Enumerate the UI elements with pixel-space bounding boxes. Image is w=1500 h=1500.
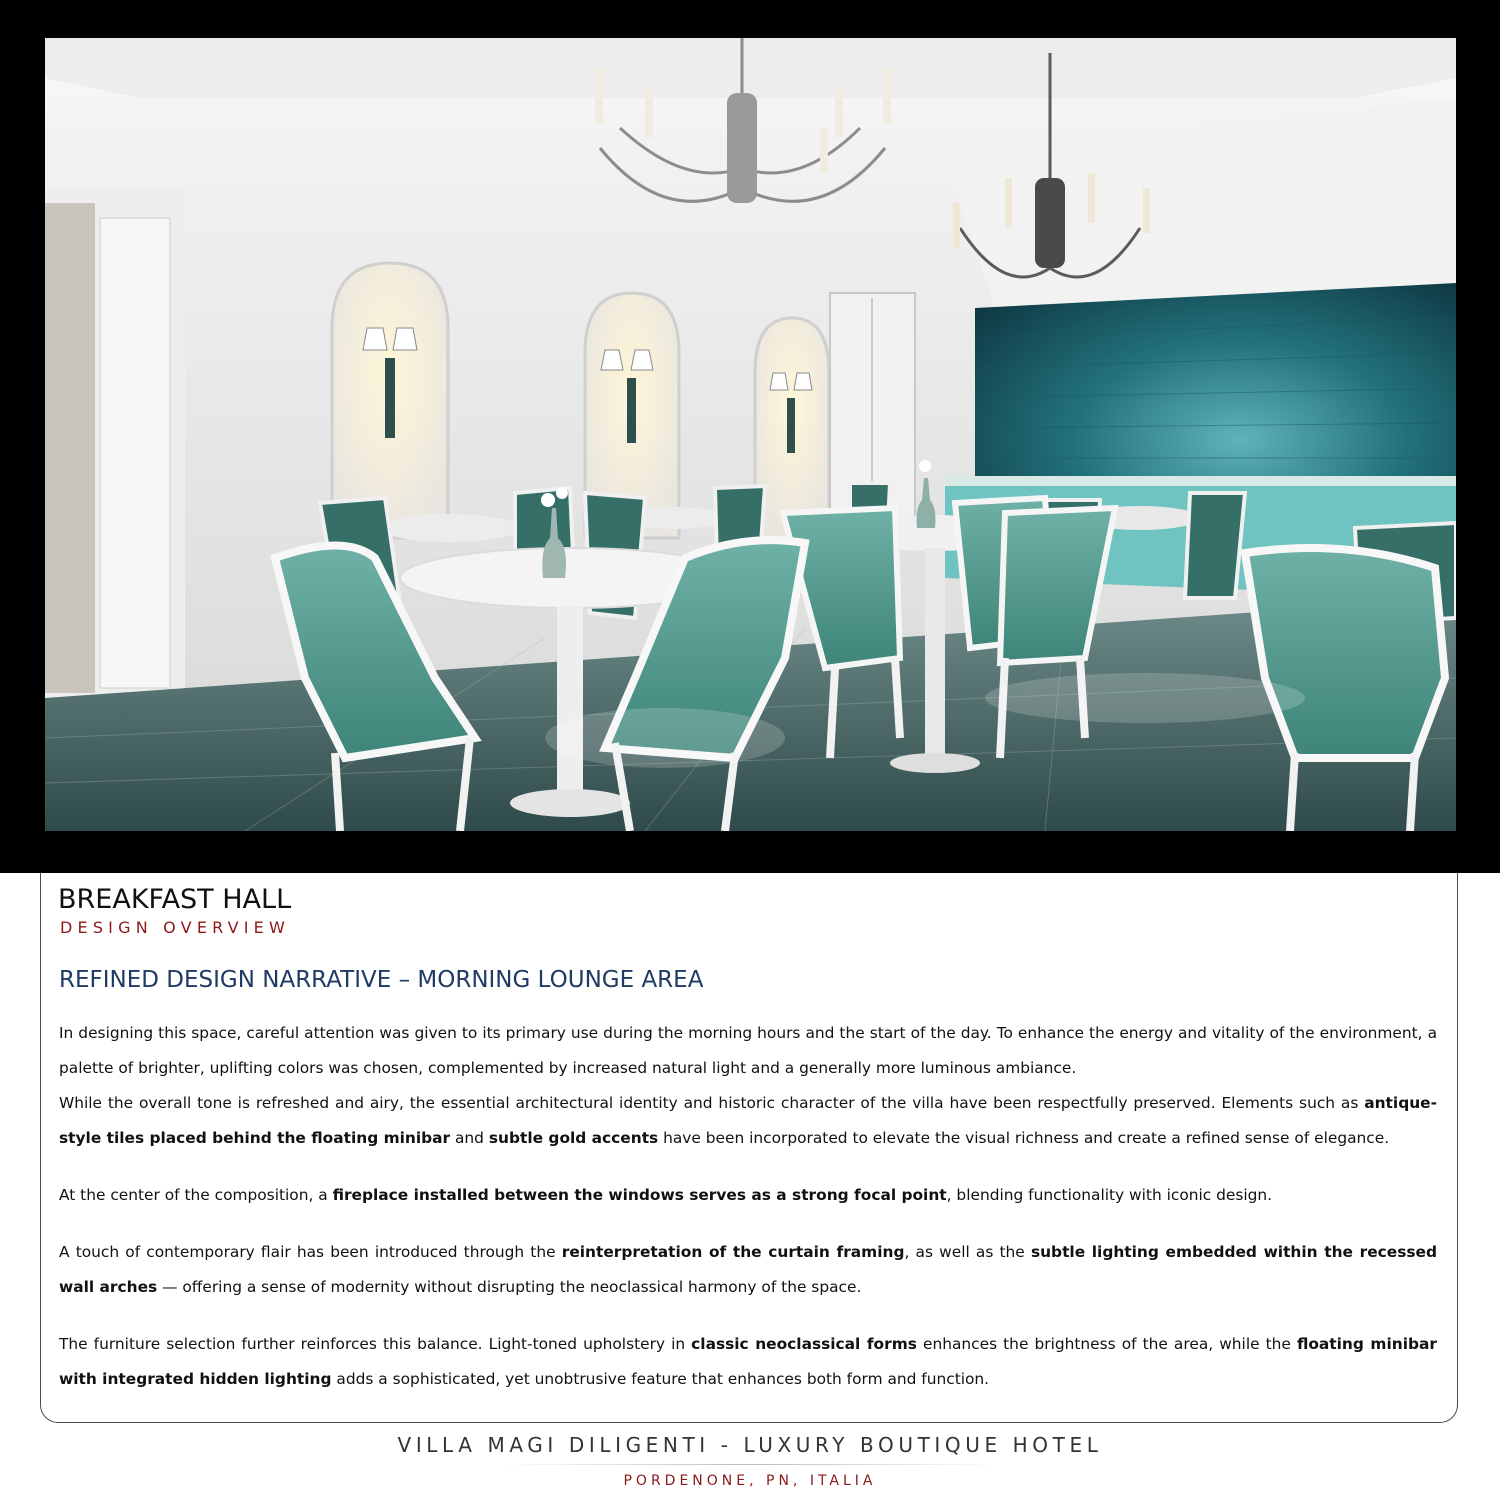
emphasis-run: subtle gold accents: [488, 1129, 659, 1147]
text-run: and: [450, 1129, 489, 1147]
page-title: BREAKFAST HALL: [58, 884, 292, 915]
paragraph-architectural-identity: [59, 1086, 1437, 1156]
design-narrative: [59, 1016, 1437, 1397]
emphasis-run: floating minibar with integrated hidden lighting: [59, 1335, 1437, 1388]
text-run: , as well as the: [904, 1243, 1031, 1261]
breakfast-hall-render: [45, 38, 1456, 831]
text-run: adds a sophisticated, yet unobtrusive feature that enhances both form and function.: [331, 1370, 990, 1388]
paragraph-furniture: [59, 1327, 1437, 1397]
emphasis-run: antique-style tiles placed behind the floating minibar: [59, 1094, 1437, 1147]
text-run: have been incorporated to elevate the visual richness and create a refined sense of elegance.: [658, 1129, 1390, 1147]
text-run: , blending functionality with iconic design.: [946, 1186, 1273, 1204]
text-run: At the center of the composition, a: [59, 1186, 333, 1204]
text-run: In designing this space, careful attention was given to its primary use during the morning hours and the start of the day. To enhance the energy and vitality of the environment, a palette of brighter, uplifting colors was chosen, complemented by increased natural light and a generally more luminous ambiance.: [59, 1024, 1437, 1077]
emphasis-run: subtle lighting embedded within the recessed wall arches: [59, 1243, 1437, 1296]
interior-illustration: [45, 38, 1456, 831]
footer-hotel-name: VILLA MAGI DILIGENTI - LUXURY BOUTIQUE HOTEL: [397, 1433, 1103, 1457]
paragraph-fireplace: [59, 1178, 1437, 1213]
section-heading: REFINED DESIGN NARRATIVE – MORNING LOUNGE AREA: [59, 967, 704, 993]
text-run: While the overall tone is refreshed and airy, the essential architectural identity and historic character of the villa have been respectfully preserved. Elements such as: [59, 1094, 1365, 1112]
footer-location: PORDENONE, PN, ITALIA: [623, 1473, 877, 1489]
footer-divider: [500, 1464, 1000, 1465]
emphasis-run: fireplace installed between the windows serves as a strong focal point: [332, 1186, 947, 1204]
text-run: The furniture selection further reinforces this balance. Light-toned upholstery in: [59, 1335, 692, 1353]
paragraph-morning-use: [59, 1016, 1437, 1086]
emphasis-run: reinterpretation of the curtain framing: [561, 1243, 905, 1261]
page-subtitle: DESIGN OVERVIEW: [60, 918, 290, 937]
text-run: enhances the brightness of the area, while the: [916, 1335, 1297, 1353]
text-run: — offering a sense of modernity without disrupting the neoclassical harmony of the space.: [157, 1278, 862, 1296]
paragraph-contemporary-flair: [59, 1235, 1437, 1305]
emphasis-run: classic neoclassical forms: [691, 1335, 917, 1353]
text-run: A touch of contemporary flair has been introduced through the: [59, 1243, 562, 1261]
